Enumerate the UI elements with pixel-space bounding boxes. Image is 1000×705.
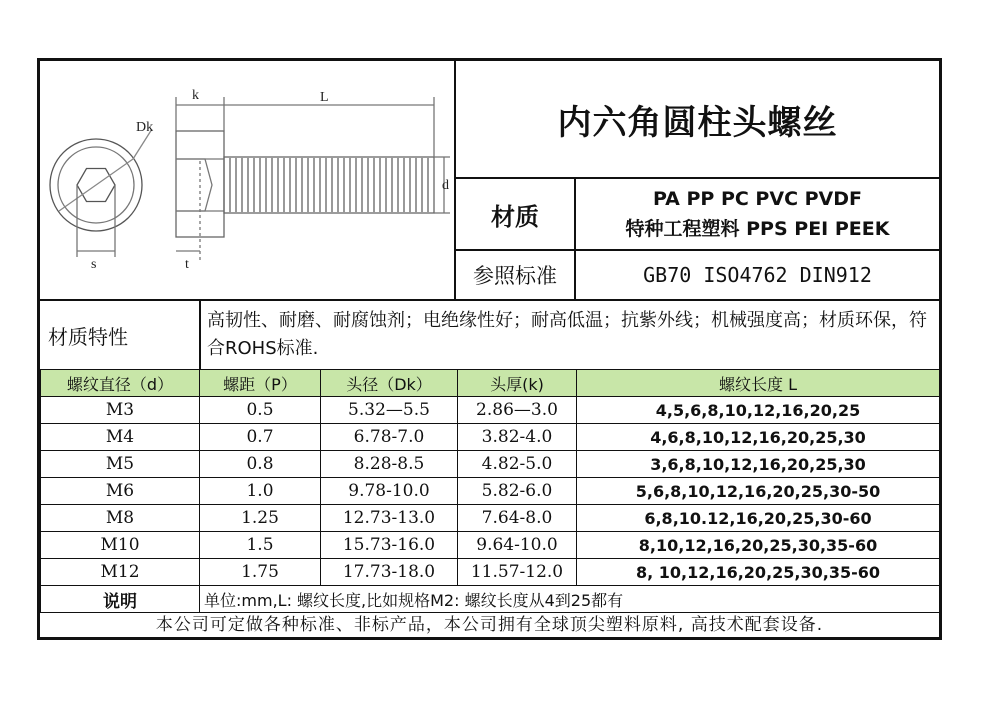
cell-length: 4,6,8,10,12,16,20,25,30: [577, 424, 940, 451]
cell-head-thick: 2.86—3.0: [458, 397, 577, 424]
label-d: d: [442, 178, 449, 193]
col-header-head-dia: 头径（Dk）: [321, 370, 458, 397]
cell-head-dia: 17.73-18.0: [321, 559, 458, 586]
cell-size: M6: [41, 478, 200, 505]
note-text: 单位:mm,L: 螺纹长度,比如规格M2: 螺纹长度从4到25都有: [200, 586, 940, 613]
table-row: [41, 424, 940, 451]
note-label: 说明: [41, 586, 200, 613]
cell-head-thick: 5.82-6.0: [458, 478, 577, 505]
table-row: [41, 478, 940, 505]
material-line2: 特种工程塑料 PPS PEI PEEK: [625, 218, 890, 240]
cell-length: 3,6,8,10,12,16,20,25,30: [577, 451, 940, 478]
cell-length: 5,6,8,10,12,16,20,25,30-50: [577, 478, 940, 505]
table-row: [41, 532, 940, 559]
label-s: s: [91, 257, 97, 272]
page-title: 内六角圆柱头螺丝: [557, 102, 838, 143]
cell-size: M3: [41, 397, 200, 424]
label-k: k: [192, 88, 199, 103]
screw-drawing: [40, 61, 454, 299]
cell-size: M10: [41, 532, 200, 559]
properties-text: 高韧性、耐磨、耐腐蚀剂；电绝缘性好；耐高低温；抗紫外线；机械强度高；材质环保，符合ROHS标准.: [207, 310, 927, 359]
material-label: 材质: [491, 202, 539, 231]
cell-length: 8,10,12,16,20,25,30,35-60: [577, 532, 940, 559]
cell-pitch: 0.5: [200, 397, 321, 424]
table-header-row: [41, 370, 940, 397]
cell-pitch: 0.8: [200, 451, 321, 478]
table-row: [41, 505, 940, 532]
cell-head-thick: 4.82-5.0: [458, 451, 577, 478]
col-header-diameter: 螺纹直径（d）: [41, 370, 200, 397]
cell-head-dia: 9.78-10.0: [321, 478, 458, 505]
label-t: t: [185, 257, 189, 272]
material-values: [576, 179, 939, 249]
cell-size: M12: [41, 559, 200, 586]
table-row: [41, 397, 940, 424]
label-L: L: [320, 90, 329, 105]
col-header-head-thick: 头厚(k): [458, 370, 577, 397]
cell-pitch: 1.0: [200, 478, 321, 505]
note-row: [41, 586, 940, 613]
cell-length: 6,8,10.12,16,20,25,30-60: [577, 505, 940, 532]
spec-sheet: [37, 58, 942, 640]
col-header-pitch: 螺距（P）: [200, 370, 321, 397]
cell-pitch: 1.75: [200, 559, 321, 586]
cell-pitch: 0.7: [200, 424, 321, 451]
cell-head-dia: 15.73-16.0: [321, 532, 458, 559]
col-header-length: 螺纹长度 L: [577, 370, 940, 397]
standard-value: GB70 ISO4762 DIN912: [643, 263, 872, 287]
cell-size: M4: [41, 424, 200, 451]
cell-head-dia: 6.78-7.0: [321, 424, 458, 451]
cell-head-dia: 8.28-8.5: [321, 451, 458, 478]
table-row: [41, 451, 940, 478]
cell-head-thick: 9.64-10.0: [458, 532, 577, 559]
label-Dk: Dk: [136, 120, 154, 135]
table-row: [41, 559, 940, 586]
cell-pitch: 1.25: [200, 505, 321, 532]
material-line1: PA PP PC PVC PVDF: [652, 188, 863, 210]
cell-head-dia: 12.73-13.0: [321, 505, 458, 532]
cell-pitch: 1.5: [200, 532, 321, 559]
spec-table: [40, 369, 940, 613]
properties-label: 材质特性: [48, 324, 128, 349]
cell-length: 8, 10,12,16,20,25,30,35-60: [577, 559, 940, 586]
cell-size: M8: [41, 505, 200, 532]
cell-size: M5: [41, 451, 200, 478]
cell-head-thick: 7.64-8.0: [458, 505, 577, 532]
cell-head-thick: 3.82-4.0: [458, 424, 577, 451]
cell-length: 4,5,6,8,10,12,16,20,25: [577, 397, 940, 424]
cell-head-thick: 11.57-12.0: [458, 559, 577, 586]
footer-text: 本公司可定做各种标准、非标产品，本公司拥有全球顶尖塑料原料, 高技术配套设备.: [155, 615, 824, 635]
cell-head-dia: 5.32—5.5: [321, 397, 458, 424]
standard-label: 参照标准: [473, 264, 557, 288]
